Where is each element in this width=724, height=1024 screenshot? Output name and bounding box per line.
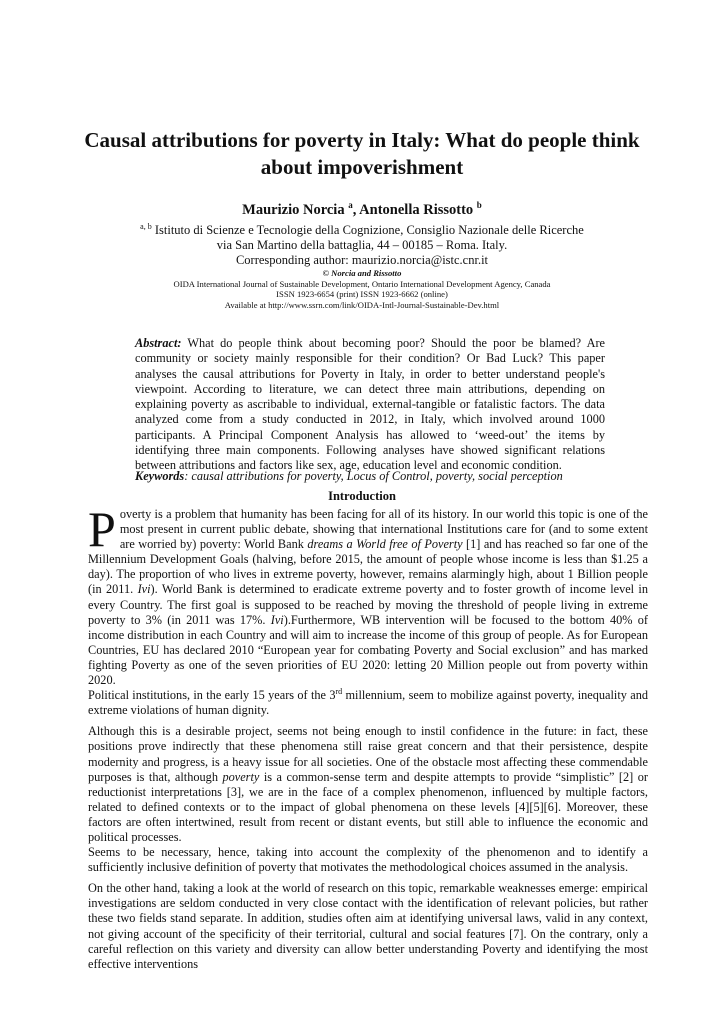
affiliation-mark: a, b	[140, 222, 152, 231]
paragraph: On the other hand, taking a look at the world of research on this topic, remarkable weaknesses emerge: empirical investigations are seldom conducted in very close contact with the identification of relevant policies, but rather these two fields stand separate. In addition, studies often aim at identifying universal laws, valid in any context, not giving account of the specificity of their territorial, cultural and social features [7]. On the contrary, only a careful reflection on this variety and diversity can allow better understanding Poverty and identifying the most effective interventions	[88, 881, 648, 971]
copyright-notice: © Norcia and Rissotto	[322, 268, 402, 278]
author-affiliation-mark: b	[476, 200, 482, 210]
paragraph: Poverty is a problem that humanity has been facing for all of its history. In our world this topic is one of the most present in current public debate, showing that international Institutions care for (and to some extent are worried by) poverty: World Bank dreams a World free of Poverty [1] and has reached so far one of the Millennium Development Goals (halving, before 2015, the amount of people whose income is less than $1.25 a day). The proportion of who lives in extreme poverty, however, remains alarmingly high, about 1 Billion people (in 2011. Ivi). World Bank is determined to eradicate extreme poverty and to foster growth of income level in every Country. The first goal is supposed to be reached by moving the threshold of people living in extreme poverty to 3% (in 2011 was 17%. Ivi).Furthermore, WB intervention will be focused to the bottom 40% of income distribution in each Country and will aim to increase the income of this group of people. As for European Countries, EU has declared 2010 “European year for combating Poverty and Social exclusion” and has marked fighting Poverty as one of the seven priorities of EU 2020: letting 20 Million people out from poverty within 2020.	[88, 501, 649, 688]
journal-info	[0, 268, 724, 310]
paragraph: Political institutions, in the early 15 years of the 3rd millennium, seem to mobilize against poverty, inequality and extreme violations of human dignity.	[88, 687, 648, 718]
abstract-label: Abstract:	[135, 336, 182, 350]
paragraph: Seems to be necessary, hence, taking into account the complexity of the phenomenon and to identify a sufficiently inclusive definition of poverty that motivates the methodological choices assumed in the analysis.	[88, 845, 648, 875]
keywords-colon: :	[184, 469, 192, 483]
affiliation-address: via San Martino della battaglia, 44 – 00185 – Roma. Italy.	[216, 238, 508, 253]
journal-name: OIDA International Journal of Sustainable Development, Ontario International Development Agency, Canada	[173, 278, 551, 289]
author-line	[0, 200, 724, 219]
abstract-text: What do people think about becoming poor? Should the poor be blamed? Are community or society mainly responsible for their condition? Or Bad Luck? This paper analyses the causal attributions for Poverty in Italy, in order to better understand people's viewpoint. According to literature, we can detect three main attributions, depending on explaining poverty as ascribable to individual, external-tangible or fatalistic factors. The data analyzed come from a study conducted in 2012, in Italy, which involved around 1000 participants. A Principal Component Analysis has allowed to ‘weed-out’ the items by identifying three main components. Following analyses have showed significant relations between attributions and factors like sex, age, education level and economic condition.	[135, 336, 606, 473]
author-name: Antonella Rissotto	[359, 201, 474, 218]
author-separator: ,	[352, 201, 360, 218]
affiliation-line: $^{a, b}$ Istituto di Scienze e Tecnologie della Cognizione, Consiglio Nazionale delle Ricerche	[140, 222, 584, 238]
journal-url: Available at http://www.ssrn.com/link/OIDA-Intl-Journal-Sustainable-Dev.html	[224, 299, 500, 310]
abstract	[135, 336, 605, 474]
drop-cap: P	[88, 501, 116, 557]
affiliation-block	[0, 219, 724, 268]
section-heading: Introduction	[328, 489, 396, 503]
author-affiliation-mark: a	[348, 200, 353, 210]
corresponding-author: Corresponding author: maurizio.norcia@istc.cnr.it	[235, 253, 489, 268]
paper-title: Causal attributions for poverty in Italy: What do people think about impoverishment	[84, 128, 640, 179]
keywords-label: Keywords	[135, 469, 185, 483]
author-name: Maurizio Norcia	[242, 201, 345, 218]
issn-line: ISSN 1923-6654 (print) ISSN 1923-6662 (online)	[276, 289, 448, 299]
paragraph: Although this is a desirable project, seems not being enough to instil confidence in the future: in fact, these positions prove indirectly that these phenomena still raise great concern and that their persistence, despite modernity and progress, is a heavy issue for all societies. One of the obstacle most affecting these commendable purposes is that, although poverty is a common-sense term and despite attempts to provide “simplistic” [2] or reductionist interpretations [3], we are in the face of a complex phenomenon, influenced by multiple factors, related to defined contexts or to the impact of global phenomena on these levels [4][5][6]. Moreover, these factors are often intertwined, result from recent or distant events, but still able to influence the economic and political processes.	[88, 724, 648, 844]
body-text	[88, 501, 649, 972]
keywords-text: causal attributions for poverty, Locus of Control, poverty, social perception	[191, 469, 563, 483]
keywords	[135, 469, 615, 484]
